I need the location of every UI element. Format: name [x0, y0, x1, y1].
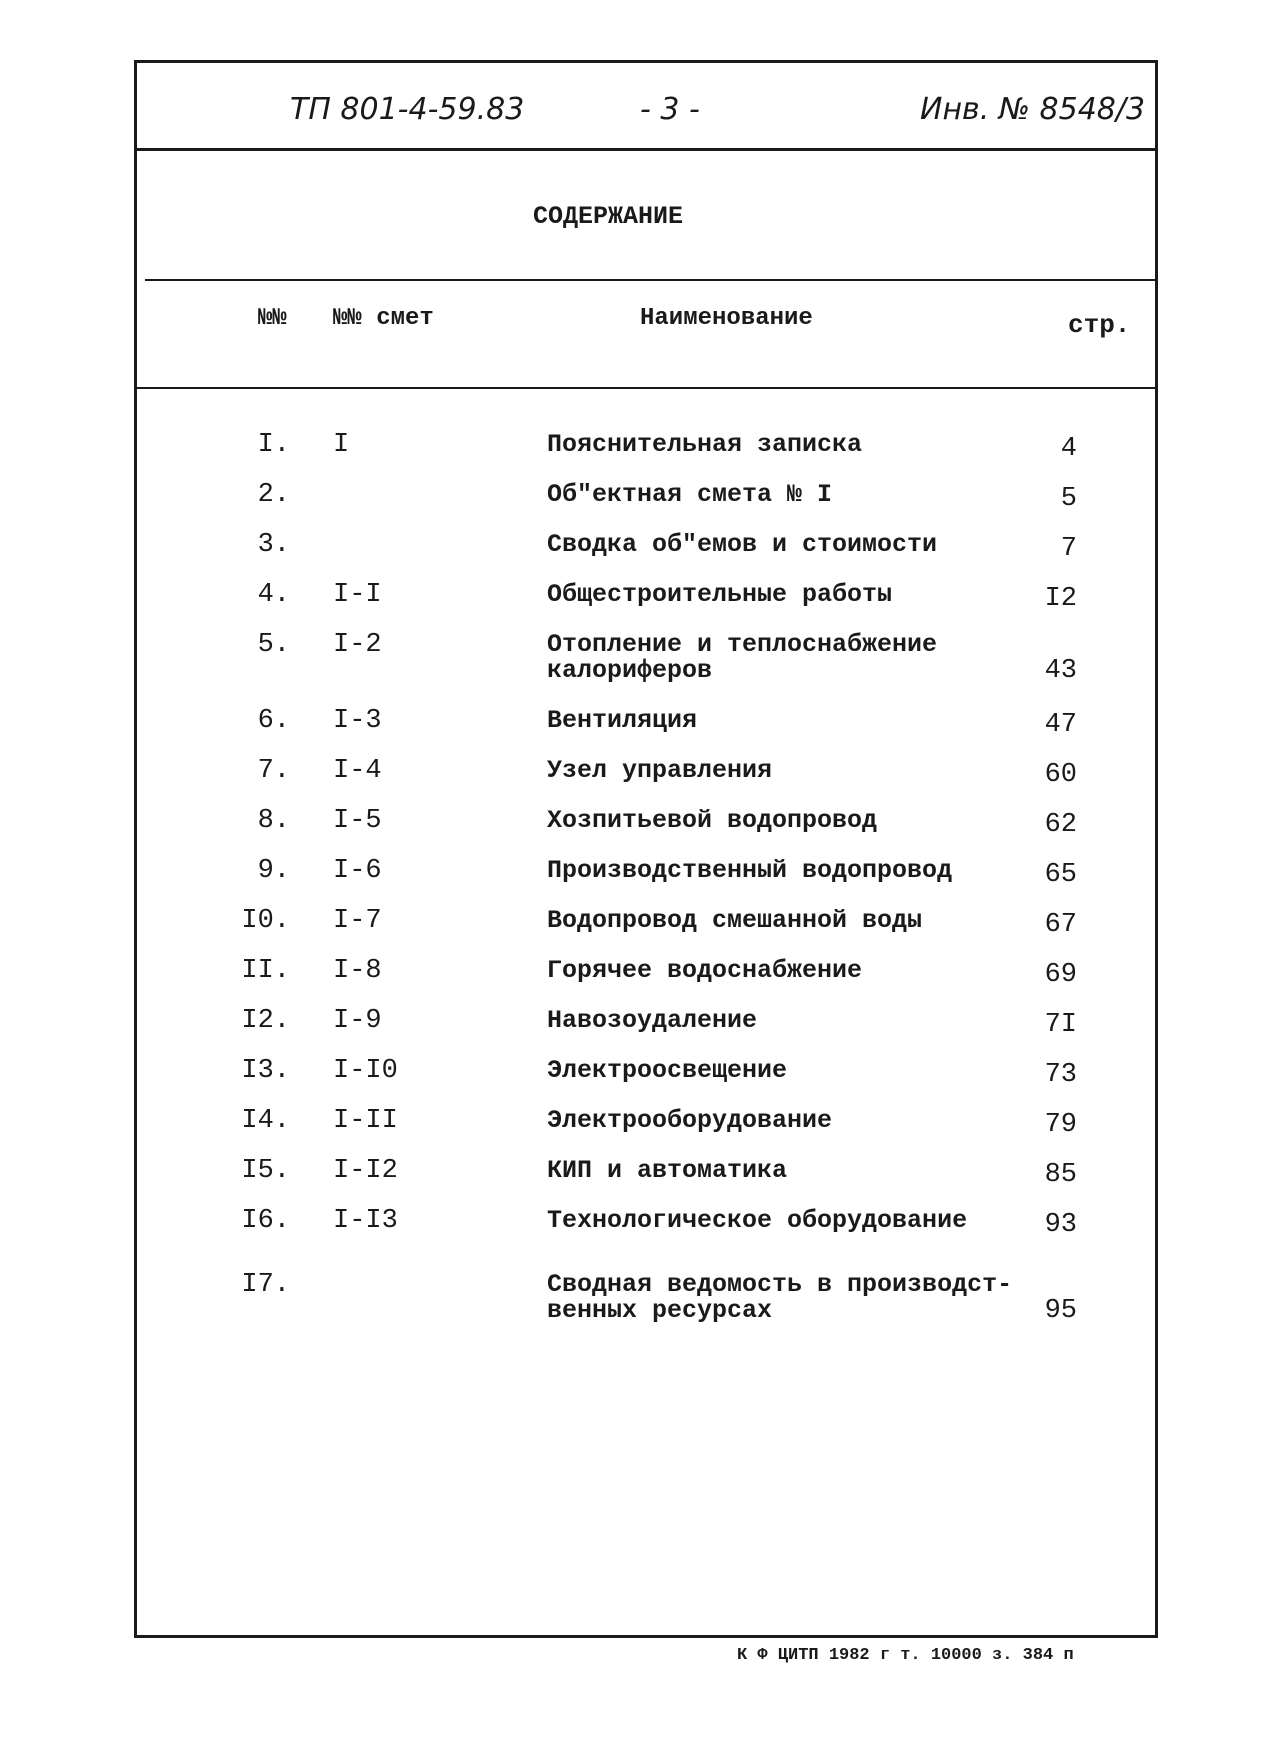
row-page: 5 [1060, 484, 1077, 514]
row-number: I4. [241, 1106, 290, 1136]
row-estimate: I-2 [333, 630, 382, 660]
row-page: 60 [1044, 760, 1077, 790]
column-header-name: Наименование [640, 305, 813, 332]
row-page: 43 [1044, 656, 1077, 686]
row-estimate: I [333, 430, 350, 460]
row-number: I. [257, 430, 290, 460]
row-name: Узел управления [547, 756, 773, 785]
table-row [0, 1006, 1275, 1056]
row-page: 4 [1060, 434, 1077, 464]
row-number: I6. [241, 1206, 290, 1236]
row-name: Электроосвещение [547, 1056, 788, 1085]
table-top-rule [145, 279, 1157, 281]
row-estimate: I-4 [333, 756, 382, 786]
row-number: 2. [257, 480, 290, 510]
row-page: 69 [1044, 960, 1077, 990]
header-divider [134, 148, 1158, 151]
row-estimate: I-I [333, 580, 382, 610]
row-estimate: I-9 [333, 1006, 382, 1036]
row-number: 8. [257, 806, 290, 836]
row-name: Водопровод смешанной воды [547, 906, 923, 935]
row-page: 62 [1044, 810, 1077, 840]
table-row [0, 580, 1275, 630]
row-page: 65 [1044, 860, 1077, 890]
row-number: I7. [241, 1270, 290, 1300]
column-header-estimate: №№ смет [333, 305, 434, 332]
row-name: Сводная ведомость в производст-венных ресурсах [547, 1270, 1013, 1325]
table-row [0, 956, 1275, 1006]
table-row [0, 906, 1275, 956]
row-estimate: I-7 [333, 906, 382, 936]
row-estimate: I-I2 [333, 1156, 398, 1186]
row-name: Навозоудаление [547, 1006, 758, 1035]
column-header-no: №№ [258, 305, 287, 332]
row-estimate: I-6 [333, 856, 382, 886]
row-estimate: I-5 [333, 806, 382, 836]
row-estimate: I-3 [333, 706, 382, 736]
column-header-page: стр. [1068, 310, 1131, 340]
row-number: 3. [257, 530, 290, 560]
row-page: 73 [1044, 1060, 1077, 1090]
row-page: 7I [1044, 1010, 1077, 1040]
table-row [0, 806, 1275, 856]
table-header-rule [136, 387, 1158, 389]
table-row [0, 1270, 1275, 1326]
row-number: II. [241, 956, 290, 986]
row-number: I5. [241, 1156, 290, 1186]
row-page: 79 [1044, 1110, 1077, 1140]
page-number: - 3 - [640, 92, 700, 127]
row-page: I2 [1044, 584, 1077, 614]
row-name: КИП и автоматика [547, 1156, 788, 1185]
page-title: СОДЕРЖАНИЕ [533, 202, 684, 231]
table-row [0, 480, 1275, 530]
inventory-number: Инв. № 8548/3 [920, 92, 1146, 127]
row-number: I2. [241, 1006, 290, 1036]
row-number: 4. [257, 580, 290, 610]
table-row [0, 430, 1275, 480]
row-page: 47 [1044, 710, 1077, 740]
row-name: Технологическое оборудование [547, 1206, 968, 1235]
row-estimate: I-I3 [333, 1206, 398, 1236]
row-number: I3. [241, 1056, 290, 1086]
row-number: 7. [257, 756, 290, 786]
print-imprint: К Ф ЦИТП 1982 г т. 10000 з. 384 п [737, 1646, 1074, 1665]
row-name: Электрооборудование [547, 1106, 833, 1135]
table-row [0, 1106, 1275, 1156]
row-page: 85 [1044, 1160, 1077, 1190]
doc-code: ТП 801-4-59.83 [290, 92, 525, 127]
row-name: Пояснительная записка [547, 430, 863, 459]
table-row [0, 856, 1275, 906]
table-row [0, 706, 1275, 756]
table-row [0, 1056, 1275, 1106]
row-estimate: I-II [333, 1106, 398, 1136]
row-name: Общестроительные работы [547, 580, 893, 609]
row-page: 93 [1044, 1210, 1077, 1240]
row-page: 95 [1044, 1296, 1077, 1326]
row-number: 6. [257, 706, 290, 736]
row-name: Горячее водоснабжение [547, 956, 863, 985]
table-row [0, 1206, 1275, 1256]
row-page: 7 [1060, 534, 1077, 564]
table-row [0, 756, 1275, 806]
row-name: Сводка об"емов и стоимости [547, 530, 938, 559]
table-row [0, 630, 1275, 686]
row-name: Отопление и теплоснабжение калориферов [547, 630, 938, 685]
row-page: 67 [1044, 910, 1077, 940]
row-name: Об"ектная смета № I [547, 480, 833, 509]
row-number: I0. [241, 906, 290, 936]
row-estimate: I-I0 [333, 1056, 398, 1086]
row-name: Вентиляция [547, 706, 698, 735]
row-number: 5. [257, 630, 290, 660]
row-estimate: I-8 [333, 956, 382, 986]
row-name: Хозпитьевой водопровод [547, 806, 878, 835]
row-number: 9. [257, 856, 290, 886]
table-row [0, 530, 1275, 580]
row-name: Производственный водопровод [547, 856, 953, 885]
table-row [0, 1156, 1275, 1206]
